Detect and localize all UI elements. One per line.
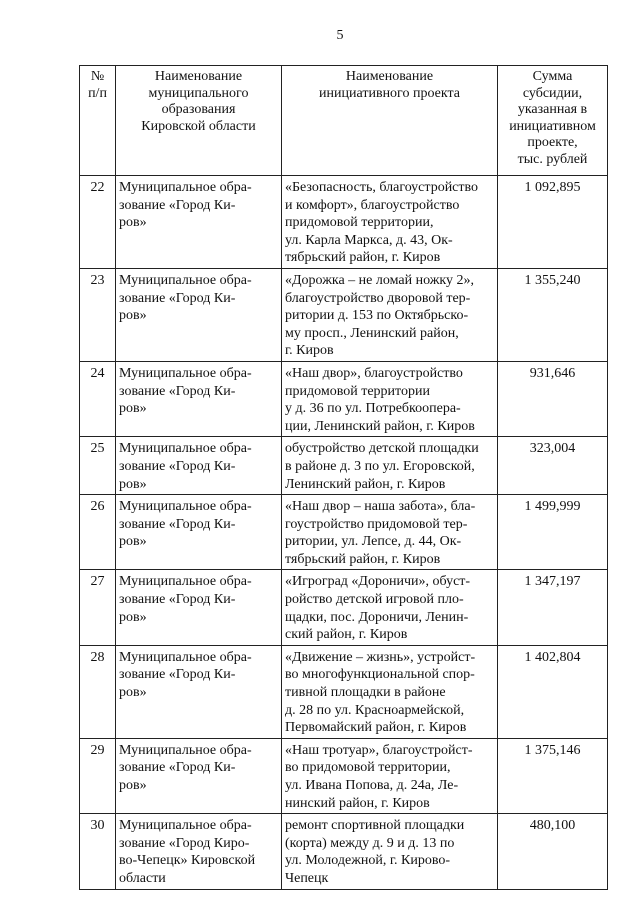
cell-line: Муниципальное обра- [119,441,252,457]
project-cell [282,814,498,889]
subsidy-amount: 1 402,804 [498,645,608,738]
cell-line: ров» [119,685,147,701]
project-cell [282,437,498,495]
cell-line: му просп., Ленинский район, [285,325,459,341]
row-number: 28 [80,645,116,738]
cell-line: зование «Город Ки- [119,516,236,532]
cell-line: в районе д. 3 по ул. Егоровской, [285,458,475,474]
cell-line: тябрьский район, г. Киров [285,551,441,567]
table-row [80,738,608,813]
subsidy-amount: 323,004 [498,437,608,495]
subsidy-amount: 1 499,999 [498,495,608,570]
municipality-cell [116,437,282,495]
table-row [80,495,608,570]
cell-line: во-Чепецк» Кировской [119,853,256,869]
cell-line: Чепецк [285,870,329,886]
cell-line: зование «Город Ки- [119,458,236,474]
cell-line: (корта) между д. 9 и д. 13 по [285,835,455,851]
project-cell [282,495,498,570]
municipality-cell [116,645,282,738]
cell-line: ул. Ивана Попова, д. 24а, Ле- [285,778,459,793]
cell-line: ров» [119,215,147,231]
project-cell [282,738,498,813]
cell-line: Муниципальное обра- [119,574,252,590]
row-number: 27 [80,570,116,645]
cell-line: ров» [119,308,147,324]
municipality-cell [116,361,282,436]
cell-line: № [90,69,105,84]
cell-line: Муниципальное обра- [119,365,252,381]
cell-line: ров» [119,476,147,492]
cell-line: субсидии, [522,85,583,101]
row-number: 29 [80,738,116,813]
subsidy-amount: 1 355,240 [498,268,608,361]
cell-line: Первомайский район, г. Киров [285,720,467,736]
cell-line: Муниципальное обра- [119,180,252,195]
cell-line: п/п [88,85,107,101]
project-cell [282,268,498,361]
cell-line: Ленинский район, г. Киров [285,476,446,492]
municipality-cell [116,176,282,269]
subsidy-amount: 1 375,146 [498,738,608,813]
cell-line: Наименование [345,69,434,84]
header-project [282,66,498,176]
cell-line: Муниципальное обра- [119,272,252,288]
cell-line: ский район, г. Киров [285,627,408,643]
table-body [80,176,608,890]
municipality-cell [116,268,282,361]
cell-line: ции, Ленинский район, г. Киров [285,418,475,434]
table-row [80,570,608,645]
project-cell [282,176,498,269]
cell-line: «Наш тротуар», благоустройст- [285,742,473,758]
cell-line: придомовой территории [285,383,430,399]
cell-line: Муниципальное обра- [119,818,252,834]
table-row [80,361,608,436]
cell-line: тябрьский район, г. Киров [285,250,441,266]
cell-line: во придомовой территории, [285,760,451,776]
cell-line: инициативном [509,118,596,134]
subsidy-table [79,65,608,890]
cell-line: ров» [119,778,147,793]
cell-line: ритории д. 153 по Октябрьско- [285,308,469,324]
table-row [80,645,608,738]
row-number: 23 [80,268,116,361]
row-number: 24 [80,361,116,436]
table-row [80,814,608,889]
row-number: 30 [80,814,116,889]
cell-line: тивной площадки в районе [285,685,446,701]
cell-line: Наименование [154,69,243,84]
cell-line: ул. Молодежной, г. Кирово- [285,853,451,869]
municipality-cell [116,738,282,813]
cell-line: гоустройство придомовой тер- [285,516,468,532]
row-number: 26 [80,495,116,570]
cell-line: области [119,870,166,886]
project-cell [282,361,498,436]
cell-line: ремонт спортивной площадки [285,818,465,834]
table-row [80,176,608,269]
cell-line: обустройство детской площадки [285,441,479,457]
cell-line: инициативного проекта [319,85,460,101]
table-row [80,437,608,495]
cell-line: г. Киров [285,343,334,359]
cell-line: «Безопасность, благоустройство [285,180,479,195]
cell-line: зование «Город Киро- [119,835,250,851]
subsidy-amount: 931,646 [498,361,608,436]
cell-line: и комфорт», благоустройство [285,197,460,213]
cell-line: образования [161,102,236,118]
table-header-row [80,66,608,176]
cell-line: зование «Город Ки- [119,383,236,399]
cell-line: ров» [119,401,147,417]
cell-line: Муниципальное обра- [119,499,252,515]
header-num [80,66,116,176]
municipality-cell [116,495,282,570]
cell-line: указанная в [517,102,588,118]
cell-line: ров» [119,534,147,550]
cell-line: у д. 36 по ул. Потребкоопера- [285,401,461,417]
subsidy-amount: 1 092,895 [498,176,608,269]
cell-line: Кировской области [141,118,256,134]
cell-line: д. 28 по ул. Красноармейской, [285,702,465,718]
cell-line: благоустройство дворовой тер- [285,290,471,306]
cell-line: «Наш двор», благоустройство [285,365,463,381]
project-cell [282,645,498,738]
subsidy-amount: 480,100 [498,814,608,889]
cell-line: «Движение – жизнь», устройст- [285,649,476,665]
cell-line: придомовой территории, [285,215,434,231]
cell-line: во многофункциональной спор- [285,667,475,683]
cell-line: «Дорожка – не ломай ножку 2», [285,272,474,288]
page-number: 5 [336,28,344,43]
cell-line: зование «Город Ки- [119,667,236,683]
cell-line: тыс. рублей [517,151,588,167]
cell-line: ройство детской игровой пло- [285,592,464,608]
cell-line: зование «Город Ки- [119,290,236,306]
cell-line: Сумма [532,69,573,84]
table-row [80,268,608,361]
cell-line: зование «Город Ки- [119,592,236,608]
cell-line: «Наш двор – наша забота», бла- [285,499,476,515]
cell-line: муниципального [148,85,249,101]
municipality-cell [116,814,282,889]
row-number: 25 [80,437,116,495]
header-municipality [116,66,282,176]
cell-line: ритории, ул. Лепсе, д. 44, Ок- [285,534,462,550]
cell-line: ул. Карла Маркса, д. 43, Ок- [285,232,453,248]
cell-line: Муниципальное обра- [119,742,252,758]
cell-line: «Игроград «Дороничи», обуст- [285,574,471,590]
project-cell [282,570,498,645]
cell-line: Муниципальное обра- [119,649,252,665]
header-sum [498,66,608,176]
cell-line: ров» [119,609,147,625]
cell-line: щадки, пос. Дороничи, Ленин- [285,609,469,625]
municipality-cell [116,570,282,645]
row-number: 22 [80,176,116,269]
cell-line: нинский район, г. Киров [285,795,430,811]
cell-line: проекте, [527,135,578,151]
cell-line: зование «Город Ки- [119,760,236,776]
cell-line: зование «Город Ки- [119,197,236,213]
subsidy-amount: 1 347,197 [498,570,608,645]
